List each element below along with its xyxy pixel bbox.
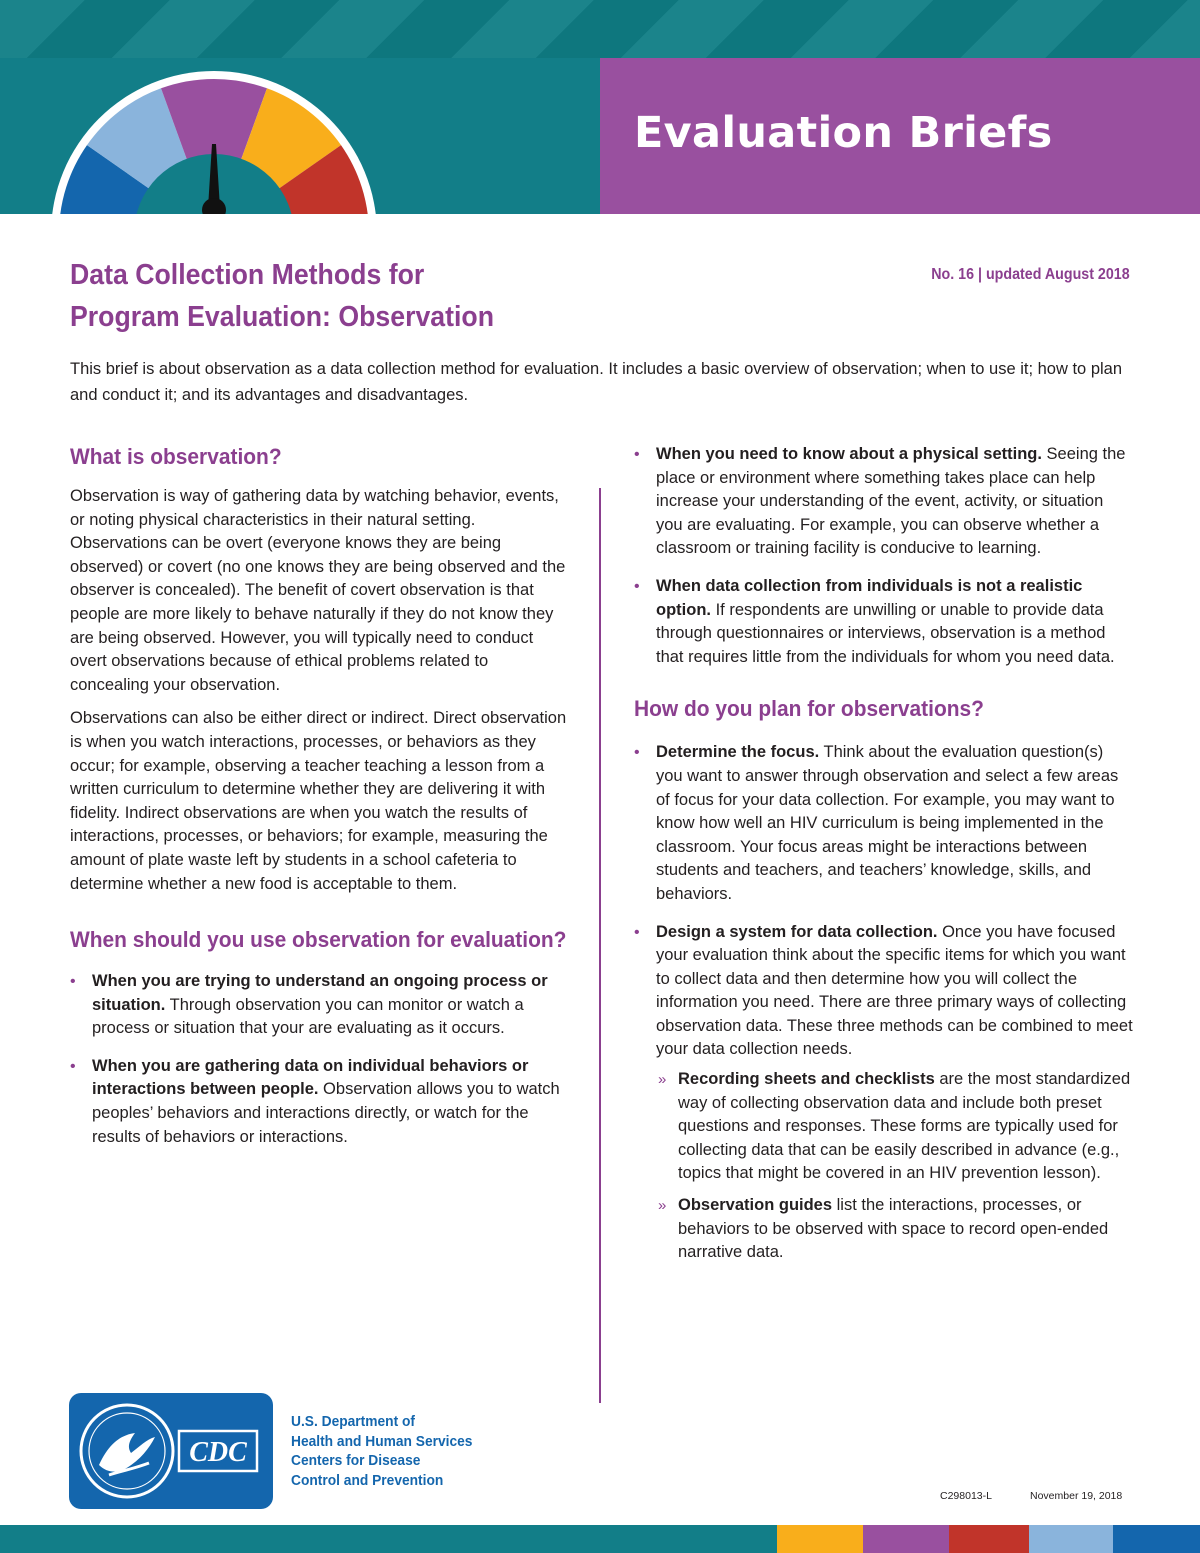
list-item bbox=[634, 921, 1134, 1265]
footer-color-segment bbox=[949, 1525, 1029, 1553]
footer-color-segment bbox=[1113, 1525, 1200, 1553]
list-item bbox=[70, 970, 570, 1041]
list-item-bold: When you are trying to understand an ongoing process or situation. bbox=[92, 972, 548, 1014]
chevron-right-icon: » bbox=[658, 1197, 667, 1215]
section-heading-plan: How do you plan for observations? bbox=[634, 696, 984, 722]
list-item-text: If respondents are unwilling or unable to provide data through questionnaires or interviews, observation is a method that requires little from the individuals for whom you need data. bbox=[656, 600, 1115, 666]
left-column bbox=[70, 443, 570, 1163]
when-list-left bbox=[70, 970, 570, 1149]
bullet-icon: • bbox=[70, 1057, 76, 1075]
paragraph-what-1: Observation is way of gathering data by watching behavior, events, or noting physical characteristics in their natural setting. Observations can be overt (everyone knows they are being observed) or covert (no one knows they are being observed and the observer is concealed). The benefit of covert observation is that people are more likely to behave naturally if they do not know they are being observed. However, you will typically need to conduct overt observations because of ethical problems related to concealing your observation. bbox=[70, 487, 566, 694]
list-item-bold: Design a system for data collection. bbox=[656, 922, 938, 941]
page-title-line1: Data Collection Methods for bbox=[70, 259, 425, 291]
sub-item-text: are the most standardized way of collecting observation data and include both preset questions and responses. These forms are typically used for collecting data that can be easily described in advance (e.g., topics that might be covered in an HIV prevention lesson). bbox=[678, 1070, 1131, 1183]
cdc-logo-text: CDC bbox=[189, 1437, 247, 1468]
sub-item-text: list the interactions, processes, or behaviors to be observed with space to record open-ended narrative data. bbox=[678, 1196, 1109, 1262]
footer-color-segment bbox=[777, 1525, 863, 1553]
list-item-bold: Determine the focus. bbox=[656, 743, 820, 762]
list-item-bold: When you need to know about a physical setting. bbox=[656, 445, 1042, 463]
chevron-right-icon: » bbox=[658, 1071, 667, 1089]
cdc-line: Control and Prevention bbox=[291, 1472, 444, 1489]
when-list-right bbox=[634, 443, 1134, 669]
method-sublist bbox=[656, 1068, 1134, 1265]
hhs-text bbox=[291, 1413, 472, 1491]
cdc-line: Centers for Disease bbox=[291, 1453, 421, 1469]
plan-list bbox=[634, 741, 1134, 1264]
sub-item-bold: Recording sheets and checklists bbox=[678, 1070, 935, 1089]
right-column bbox=[634, 443, 1134, 1279]
sub-list-item bbox=[656, 1194, 1134, 1265]
footer-color-segment bbox=[1029, 1525, 1113, 1553]
list-item-text: Through observation you can monitor or watch a process or situation that your are evaluating as it occurs. bbox=[92, 995, 524, 1038]
bullet-icon: • bbox=[634, 446, 640, 463]
list-item-bold: When you are gathering data on individual behaviors or interactions between people. bbox=[92, 1056, 529, 1099]
list-item bbox=[634, 443, 1134, 561]
hhs-cdc-logo bbox=[69, 1393, 273, 1509]
hhs-line: U.S. Department of bbox=[291, 1414, 415, 1430]
section-heading-what: What is observation? bbox=[70, 444, 282, 469]
list-item-text: Observation allows you to watch peoples’ behaviors and interactions directly, or watch for the results of behaviors or interactions. bbox=[92, 1080, 560, 1146]
bullet-icon: • bbox=[634, 744, 640, 762]
list-item-text: Think about the evaluation question(s) you want to answer through observation and select a few areas of focus for your data collection. For example, you may want to know how well an HIV curriculum is being implemented in the classroom. Your focus areas might be interactions between students and teachers, and teachers’ knowledge, skills, and behaviors. bbox=[656, 743, 1119, 903]
publication-date: November 19, 2018 bbox=[1030, 1490, 1123, 1502]
bullet-icon: • bbox=[70, 973, 76, 991]
issue-info: No. 16 | updated August 2018 bbox=[931, 266, 1130, 283]
sub-item-bold: Observation guides bbox=[678, 1196, 833, 1215]
list-item-text: Once you have focused your evaluation think about the specific items for which you want to collect data and then determine how you will collect the information you need. There are three primary ways of collecting observation data. These three methods can be combined to meet your data collection needs. bbox=[656, 922, 1133, 1059]
hhs-eagle-seal-icon bbox=[69, 1393, 273, 1509]
hhs-line: Health and Human Services bbox=[291, 1433, 473, 1450]
section-heading-when: When should you use observation for evaluation? bbox=[70, 927, 567, 953]
list-item bbox=[70, 1055, 570, 1149]
intro-paragraph: This brief is about observation as a data collection method for evaluation. It includes a basic overview of observation; when to use it; how to plan and conduct it; and its advantages and disadvantages. bbox=[70, 360, 1123, 404]
paragraph-what-2: Observations can also be either direct or indirect. Direct observation is when you watch interactions, processes, or behaviors as they occur; for example, observing a teacher teaching a lesson from a written curriculum to determine whether they are delivering it with fidelity. Indirect observations are when you watch the results of interactions, processes, or behaviors; for example, measuring the amount of plate waste left by students in a school cafeteria to determine whether a new food is acceptable to them. bbox=[70, 709, 567, 893]
footer-color-segment bbox=[863, 1525, 949, 1553]
publication-code: C298013-L bbox=[940, 1490, 992, 1502]
bullet-icon: • bbox=[634, 923, 640, 941]
page-title bbox=[70, 254, 714, 338]
column-divider bbox=[599, 488, 601, 1403]
list-item-text: Seeing the place or environment where something takes place can help increase your understanding of the event, activity, or situation you are evaluating. For example, you can observe whether a classroom or training facility is conducive to learning. bbox=[656, 445, 1126, 558]
header-stripe bbox=[0, 0, 1200, 58]
speedometer-gauge-icon bbox=[40, 58, 400, 214]
page-title-line2: Program Evaluation: Observation bbox=[70, 301, 495, 333]
bullet-icon: • bbox=[634, 577, 640, 595]
list-item bbox=[634, 741, 1134, 906]
sub-list-item bbox=[656, 1068, 1134, 1186]
list-item-bold: When data collection from individuals is not a realistic option. bbox=[656, 576, 1083, 619]
list-item bbox=[634, 575, 1134, 669]
brand-title: Evaluation Briefs bbox=[634, 108, 1053, 158]
